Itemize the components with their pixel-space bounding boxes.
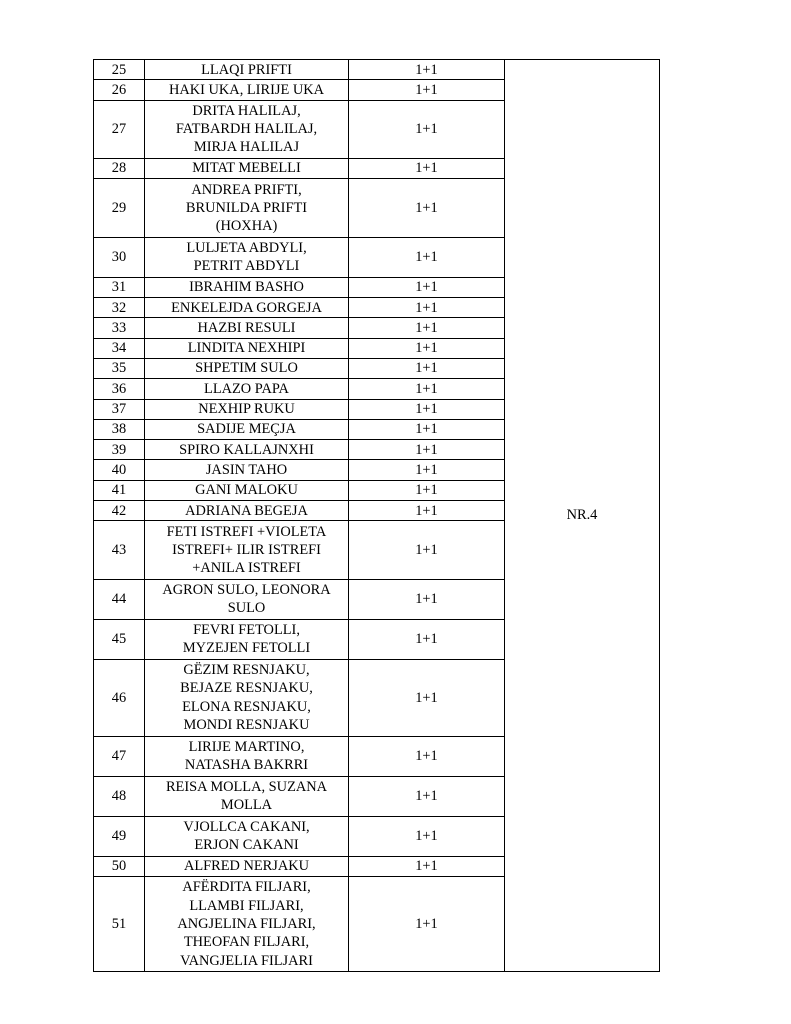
- row-number-cell: 46: [94, 659, 145, 736]
- row-number-cell: 43: [94, 521, 145, 579]
- quantity-cell: 1+1: [349, 338, 505, 358]
- row-number-cell: 49: [94, 816, 145, 856]
- owner-names-cell: AGRON SULO, LEONORA SULO: [145, 579, 349, 619]
- owner-names-cell: JASIN TAHO: [145, 460, 349, 480]
- quantity-cell: 1+1: [349, 619, 505, 659]
- owner-names-cell: HAKI UKA, LIRIJE UKA: [145, 80, 349, 100]
- quantity-cell: 1+1: [349, 237, 505, 277]
- quantity-cell: 1+1: [349, 579, 505, 619]
- row-number-cell: 27: [94, 100, 145, 158]
- owner-names-cell: GANI MALOKU: [145, 480, 349, 500]
- owner-names-cell: SHPETIM SULO: [145, 358, 349, 378]
- quantity-cell: 1+1: [349, 856, 505, 876]
- quantity-cell: 1+1: [349, 877, 505, 972]
- quantity-cell: 1+1: [349, 379, 505, 399]
- owner-names-cell: LLAQI PRIFTI: [145, 60, 349, 80]
- quantity-cell: 1+1: [349, 298, 505, 318]
- owner-names-cell: DRITA HALILAJ, FATBARDH HALILAJ, MIRJA HALILAJ: [145, 100, 349, 158]
- owner-names-cell: REISA MOLLA, SUZANA MOLLA: [145, 776, 349, 816]
- quantity-cell: 1+1: [349, 179, 505, 237]
- quantity-cell: 1+1: [349, 501, 505, 521]
- row-number-cell: 36: [94, 379, 145, 399]
- quantity-cell: 1+1: [349, 419, 505, 439]
- allocation-table: [93, 59, 660, 972]
- owner-names-cell: SPIRO KALLAJNXHI: [145, 440, 349, 460]
- row-number-cell: 31: [94, 277, 145, 297]
- quantity-cell: 1+1: [349, 358, 505, 378]
- row-number-cell: 37: [94, 399, 145, 419]
- row-number-cell: 30: [94, 237, 145, 277]
- row-number-cell: 44: [94, 579, 145, 619]
- row-number-cell: 42: [94, 501, 145, 521]
- owner-names-cell: ANDREA PRIFTI, BRUNILDA PRIFTI (HOXHA): [145, 179, 349, 237]
- row-number-cell: 32: [94, 298, 145, 318]
- row-number-cell: 47: [94, 736, 145, 776]
- row-number-cell: 26: [94, 80, 145, 100]
- quantity-cell: 1+1: [349, 480, 505, 500]
- quantity-cell: 1+1: [349, 816, 505, 856]
- owner-names-cell: SADIJE MEÇJA: [145, 419, 349, 439]
- quantity-cell: 1+1: [349, 318, 505, 338]
- row-number-cell: 50: [94, 856, 145, 876]
- owner-names-cell: ADRIANA BEGEJA: [145, 501, 349, 521]
- quantity-cell: 1+1: [349, 521, 505, 579]
- row-number-cell: 33: [94, 318, 145, 338]
- row-number-cell: 51: [94, 877, 145, 972]
- owner-names-cell: NEXHIP RUKU: [145, 399, 349, 419]
- owner-names-cell: ENKELEJDA GORGEJA: [145, 298, 349, 318]
- owner-names-cell: LIRIJE MARTINO, NATASHA BAKRRI: [145, 736, 349, 776]
- quantity-cell: 1+1: [349, 460, 505, 480]
- quantity-cell: 1+1: [349, 399, 505, 419]
- table-body: [94, 60, 660, 972]
- owner-names-cell: FETI ISTREFI +VIOLETA ISTREFI+ ILIR ISTREFI +ANILA ISTREFI: [145, 521, 349, 579]
- owner-names-cell: FEVRI FETOLLI, MYZEJEN FETOLLI: [145, 619, 349, 659]
- quantity-cell: 1+1: [349, 158, 505, 178]
- row-number-cell: 28: [94, 158, 145, 178]
- quantity-cell: 1+1: [349, 736, 505, 776]
- owner-names-cell: ALFRED NERJAKU: [145, 856, 349, 876]
- owner-names-cell: VJOLLCA CAKANI, ERJON CAKANI: [145, 816, 349, 856]
- row-number-cell: 35: [94, 358, 145, 378]
- owner-names-cell: MITAT MEBELLI: [145, 158, 349, 178]
- row-number-cell: 39: [94, 440, 145, 460]
- row-number-cell: 34: [94, 338, 145, 358]
- row-number-cell: 29: [94, 179, 145, 237]
- owner-names-cell: AFËRDITA FILJARI, LLAMBI FILJARI, ANGJELINA FILJARI, THEOFAN FILJARI, VANGJELIA FILJARI: [145, 877, 349, 972]
- row-number-cell: 40: [94, 460, 145, 480]
- group-label-cell: NR.4: [505, 60, 660, 972]
- quantity-cell: 1+1: [349, 440, 505, 460]
- quantity-cell: 1+1: [349, 80, 505, 100]
- owner-names-cell: GËZIM RESNJAKU, BEJAZE RESNJAKU, ELONA RESNJAKU, MONDI RESNJAKU: [145, 659, 349, 736]
- owner-names-cell: LLAZO PAPA: [145, 379, 349, 399]
- owner-names-cell: IBRAHIM BASHO: [145, 277, 349, 297]
- quantity-cell: 1+1: [349, 659, 505, 736]
- table-row: [94, 60, 660, 80]
- quantity-cell: 1+1: [349, 60, 505, 80]
- quantity-cell: 1+1: [349, 100, 505, 158]
- row-number-cell: 45: [94, 619, 145, 659]
- row-number-cell: 48: [94, 776, 145, 816]
- row-number-cell: 38: [94, 419, 145, 439]
- owner-names-cell: LULJETA ABDYLI, PETRIT ABDYLI: [145, 237, 349, 277]
- owner-names-cell: HAZBI RESULI: [145, 318, 349, 338]
- row-number-cell: 41: [94, 480, 145, 500]
- row-number-cell: 25: [94, 60, 145, 80]
- owner-names-cell: LINDITA NEXHIPI: [145, 338, 349, 358]
- quantity-cell: 1+1: [349, 277, 505, 297]
- quantity-cell: 1+1: [349, 776, 505, 816]
